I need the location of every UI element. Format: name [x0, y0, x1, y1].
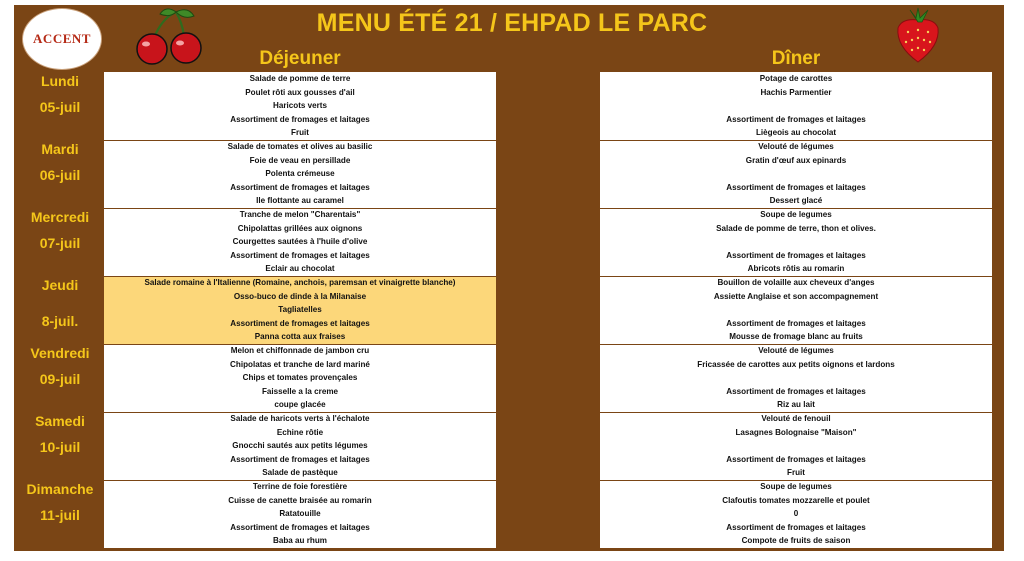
dinner-menu-2	[600, 208, 992, 276]
dinner-dish: Riz au lait	[777, 400, 815, 410]
lunch-dish: Cuisse de canette braisée au romarin	[228, 495, 372, 505]
lunch-menu-0	[104, 72, 496, 140]
lunch-dish: Courgettes sautées à l'huile d'olive	[232, 237, 368, 247]
page-title: MENU ÉTÉ 21 / EHPAD LE PARC	[316, 9, 708, 37]
dinner-dish: Velouté de légumes	[758, 346, 834, 355]
lunch-dish: Tranche de melon "Charentais"	[239, 210, 361, 219]
lunch-dish: Baba au rhum	[273, 536, 327, 546]
lunch-dish: Assortiment de fromages et laitages	[230, 454, 370, 464]
lunch-dish: Poulet rôti aux gousses d'ail	[245, 87, 355, 97]
lunch-dish: Eclair au chocolat	[265, 264, 335, 274]
day-separator	[600, 140, 992, 141]
day-label-3	[16, 276, 104, 344]
lunch-menu-1	[104, 140, 496, 208]
day-separator	[104, 480, 496, 481]
dinner-dish	[600, 439, 992, 453]
dinner-menu-1	[600, 140, 992, 208]
lunch-dish: Osso-buco de dinde à la Milanaise	[233, 291, 367, 301]
lunch-menu-6	[104, 480, 496, 548]
dinner-dish: Dessert glacé	[769, 196, 823, 206]
lunch-column-header: Déjeuner	[259, 48, 341, 69]
day-separator	[104, 412, 496, 413]
dinner-dish: Bouillon de volaille aux cheveux d'anges	[717, 278, 875, 287]
lunch-dish: Polenta crémeuse	[265, 169, 335, 179]
day-separator	[600, 480, 992, 481]
dinner-column-header: Dîner	[771, 48, 821, 69]
lunch-dish: Assortiment de fromages et laitages	[230, 522, 370, 532]
day-date: 06-juil	[39, 167, 81, 183]
lunch-dish: Ratatouille	[279, 509, 321, 519]
dinner-menu-5	[600, 412, 992, 480]
dinner-dish: Fruit	[787, 468, 805, 478]
day-name: Dimanche	[26, 481, 94, 497]
dinner-menu-6	[600, 480, 992, 548]
lunch-dish: Salade romaine à l'Italienne (Romaine, anchois, paremsan et vinaigrette blanche)	[144, 278, 456, 287]
dinner-dish	[600, 371, 992, 385]
day-date: 11-juil	[40, 507, 80, 523]
day-name: Mercredi	[30, 209, 90, 225]
day-name: Samedi	[35, 413, 85, 429]
dinner-dish: Gratin d'œuf aux epinards	[745, 155, 847, 165]
day-label-4	[16, 344, 104, 412]
lunch-dish: Salade de haricots verts à l'échalote	[230, 414, 370, 423]
dinner-dish: Assortiment de fromages et laitages	[726, 250, 866, 260]
lunch-dish: Assortiment de fromages et laitages	[230, 318, 370, 328]
dinner-dish: Abricots rôtis au romarin	[747, 264, 845, 274]
lunch-dish: Haricots verts	[273, 101, 327, 111]
dinner-dish: Lasagnes Bolognaise "Maison"	[735, 427, 857, 437]
lunch-dish: Chipolatas et tranche de lard mariné	[230, 359, 370, 369]
lunch-dish: Salade de pomme de terre	[249, 74, 351, 83]
lunch-dish: Melon et chiffonnade de jambon cru	[230, 346, 370, 355]
day-separator	[104, 344, 496, 345]
dinner-dish: Assortiment de fromages et laitages	[726, 454, 866, 464]
lunch-dish: Faisselle a la creme	[261, 386, 339, 396]
lunch-menu-3	[104, 276, 496, 344]
dinner-dish: Liègeois au chocolat	[755, 128, 837, 138]
day-name: Vendredi	[30, 345, 90, 361]
dinner-dish: Assiette Anglaise et son accompagnement	[713, 291, 879, 301]
day-separator	[104, 140, 496, 141]
day-name: Mardi	[41, 141, 79, 157]
day-label-6	[16, 480, 104, 548]
dinner-dish: Clafoutis tomates mozzarelle et poulet	[722, 495, 870, 505]
lunch-dish: Fruit	[291, 128, 309, 138]
lunch-dish: Assortiment de fromages et laitages	[230, 114, 370, 124]
dinner-dish: Assortiment de fromages et laitages	[726, 386, 866, 396]
day-label-2	[16, 208, 104, 276]
dinner-dish	[600, 235, 992, 249]
dinner-dish: Assortiment de fromages et laitages	[726, 114, 866, 124]
dinner-dish: Assortiment de fromages et laitages	[726, 318, 866, 328]
lunch-dish: Gnocchi sautés aux petits légumes	[232, 441, 368, 451]
day-separator	[600, 208, 992, 209]
day-separator	[104, 208, 496, 209]
lunch-dish: Terrine de foie forestière	[252, 482, 348, 491]
lunch-menu-4	[104, 344, 496, 412]
lunch-dish: coupe glacée	[274, 400, 326, 410]
day-separator	[600, 276, 992, 277]
day-date: 05-juil	[39, 99, 81, 115]
day-label-5	[16, 412, 104, 480]
lunch-dish: Ile flottante au caramel	[256, 196, 344, 206]
day-separator	[104, 276, 496, 277]
lunch-dish: Tagliatelles	[278, 305, 322, 315]
dinner-dish: 0	[793, 509, 799, 519]
day-label-0	[16, 72, 104, 140]
dinner-dish: Mousse de fromage blanc au fruits	[729, 332, 863, 342]
dinner-dish: Soupe de legumes	[760, 210, 832, 219]
logo-text: ACCENT	[33, 31, 91, 46]
day-date: 10-juil	[39, 439, 81, 455]
footer-mark	[700, 553, 820, 557]
day-date: 09-juil	[39, 371, 81, 387]
dinner-dish	[600, 167, 992, 181]
lunch-dish: Chips et tomates provençales	[242, 373, 358, 383]
dinner-dish: Compote de fruits de saison	[741, 536, 851, 546]
day-name: Jeudi	[41, 277, 79, 293]
dinner-dish: Salade de pomme de terre, thon et olives.	[716, 223, 876, 233]
accent-logo	[22, 8, 102, 70]
day-separator	[600, 412, 992, 413]
dinner-dish: Potage de carottes	[759, 74, 833, 83]
dinner-menu-3	[600, 276, 992, 344]
dinner-dish: Hachis Parmentier	[760, 87, 832, 97]
lunch-dish: Panna cotta aux fraises	[254, 332, 346, 342]
dinner-dish	[600, 99, 992, 113]
day-date: 8-juil.	[41, 313, 79, 329]
dinner-dish: Velouté de fenouil	[761, 414, 831, 423]
lunch-menu-2	[104, 208, 496, 276]
dinner-dish: Fricassée de carottes aux petits oignons et lardons	[697, 359, 895, 369]
lunch-dish: Assortiment de fromages et laitages	[230, 250, 370, 260]
lunch-dish: Echine rôtie	[276, 427, 324, 437]
day-name: Lundi	[40, 73, 80, 89]
day-separator	[600, 344, 992, 345]
lunch-menu-5	[104, 412, 496, 480]
dinner-dish: Velouté de légumes	[758, 142, 834, 151]
day-date: 07-juil	[39, 235, 81, 251]
lunch-dish: Salade de pastèque	[262, 468, 338, 478]
lunch-dish: Foie de veau en persillade	[249, 155, 351, 165]
dinner-dish: Assortiment de fromages et laitages	[726, 182, 866, 192]
lunch-dish: Assortiment de fromages et laitages	[230, 182, 370, 192]
dinner-dish	[600, 303, 992, 317]
lunch-dish: Chipolattas grillées aux oignons	[237, 223, 363, 233]
dinner-dish: Assortiment de fromages et laitages	[726, 522, 866, 532]
dinner-menu-0	[600, 72, 992, 140]
lunch-dish: Salade de tomates et olives au basilic	[227, 142, 373, 151]
dinner-dish: Soupe de legumes	[760, 482, 832, 491]
dinner-menu-4	[600, 344, 992, 412]
day-label-1	[16, 140, 104, 208]
